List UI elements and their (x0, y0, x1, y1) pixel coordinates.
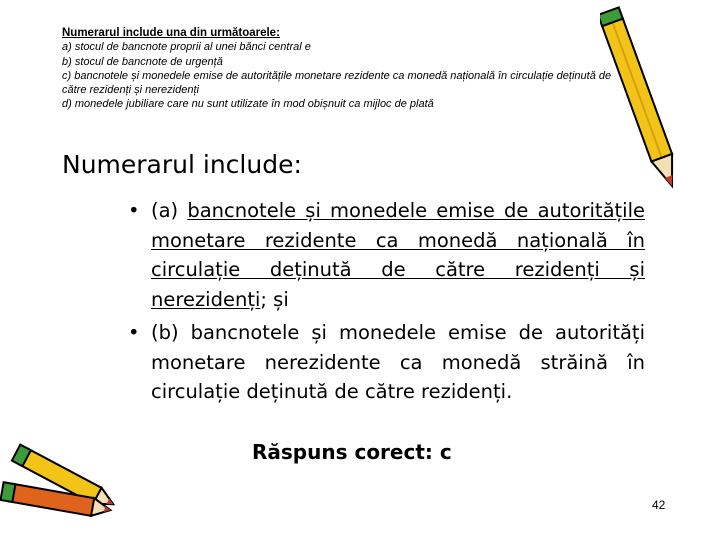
bullet-item-b (128, 318, 645, 407)
bullet-a-underlined: bancnotele și monedele emise de autoritățile monetare rezidente ca monedă națională în circulație deținută de către rezidenți și nerezidenți (151, 199, 645, 311)
question-option-b: b) stocul de bancnote de urgență (62, 55, 223, 68)
question-title: Numerarul include una din următoarele: (62, 27, 280, 39)
bullet-a-suffix: ; și (260, 287, 289, 311)
bullet-symbol: • (128, 321, 140, 344)
question-option-a: a) stocul de bancnote proprii al unei bănci central e (62, 41, 311, 54)
question-option-d: d) monedele jubiliare care nu sunt utilizate în mod obișnuit ca mijloc de plată (62, 98, 434, 111)
bullet-item-a (128, 196, 645, 314)
pencils-clipart-bottom-icon (0, 430, 120, 540)
bullet-symbol: • (128, 199, 140, 222)
question-block (62, 26, 622, 112)
heading: Numerarul include: (62, 150, 302, 179)
pencil-clipart-top-icon (600, 0, 690, 200)
page-number: 42 (652, 498, 666, 512)
bullet-list (128, 196, 645, 411)
question-option-c: c) bancnotele și monedele emise de autoritățile monetare rezidente ca monedă națională în circulație deținută de către rezidenți și nerezidenți (62, 69, 612, 97)
bullet-b-text: (b) bancnotele și monedele emise de autorități monetare nerezidente ca monedă străină în circulație deținută de către rezidenți. (151, 321, 645, 403)
correct-answer: Răspuns corect: c (252, 440, 452, 464)
bullet-a-prefix: (a) (151, 199, 188, 222)
